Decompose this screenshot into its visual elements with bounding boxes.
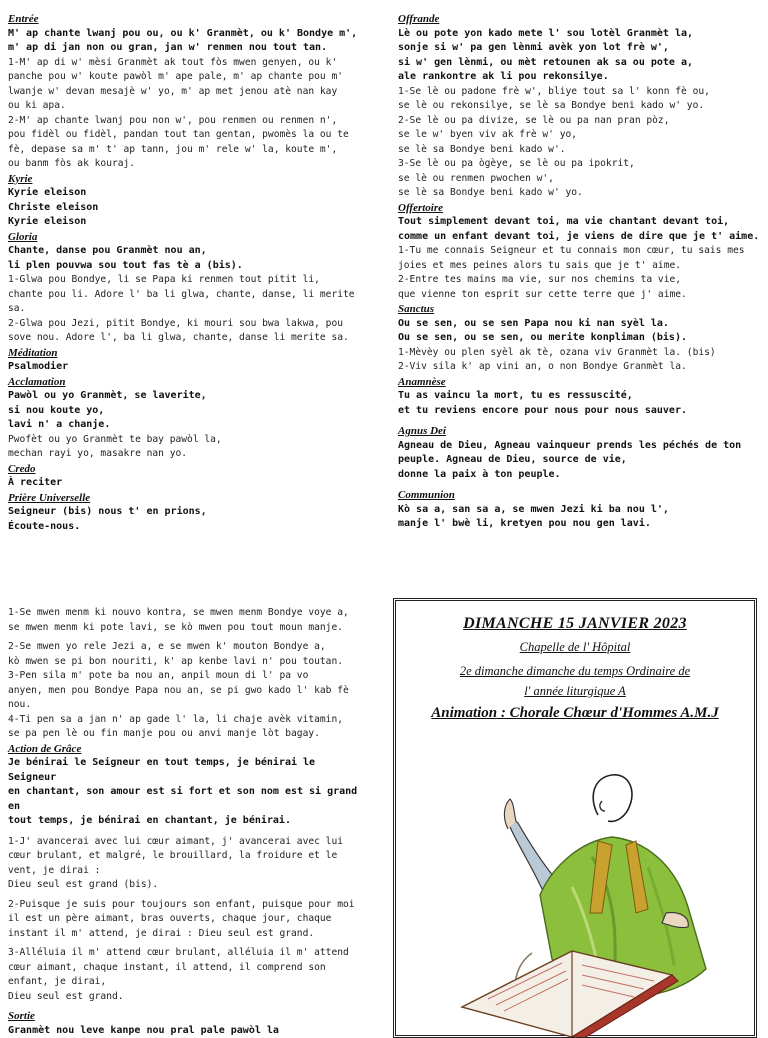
offrande-refrain-line: si w' gen lènmi, ou mèt retounen ak sa ou pote a,: [398, 56, 760, 71]
grace-verse-line: il est un père aimant, bras ouverts, chaque jour, chaque: [8, 912, 368, 927]
grace-verse-line: 1-J' avancerai avec lui cœur aimant, j' avancerai avec lui: [8, 835, 368, 850]
communion-verse-line: se pa pen lè ou fin manje pou ou anvi manje lòt bagay.: [8, 727, 368, 742]
section-title-anamnese: Anamnèse: [398, 375, 760, 390]
offertoire-refrain-line: comme un enfant devant toi, je viens de dire que je t' aime.: [398, 230, 760, 245]
section-title-gloria: Gloria: [8, 230, 368, 245]
gloria-verse-line: sa.: [8, 302, 368, 317]
acclamation-verse-line: mechan rayi yo, masakre nan yo.: [8, 447, 368, 462]
section-title-acclamation: Acclamation: [8, 375, 368, 390]
offrande-refrain-line: ale rankontre ak li pou rekonsilye.: [398, 70, 760, 85]
offrande-verse-line: se lè ou renmen pwochen w',: [398, 172, 760, 187]
priere-line: Écoute-nous.: [8, 520, 368, 535]
offrande-refrain-line: Lè ou pote yon kado mete l' sou lotèl Granmèt la,: [398, 27, 760, 42]
cover-date: DIMANCHE 15 JANVIER 2023: [406, 615, 744, 633]
section-title-action-de-grace: Action de Grâce: [8, 742, 368, 757]
grace-verse-line: 3-Alléluia il m' attend cœur brulant, alléluia il m' attend: [8, 946, 368, 961]
kyrie-line: Kyrie eleison: [8, 186, 368, 201]
acclamation-verse-line: Pwofèt ou yo Granmèt te bay pawòl la,: [8, 433, 368, 448]
grace-verse-line: Dieu seul est grand.: [8, 990, 368, 1005]
offrande-verse-line: 1-Se lè ou padone frè w', bliye tout sa l' konn fè ou,: [398, 85, 760, 100]
grace-verse-line: vent, je dirai :: [8, 864, 368, 879]
offertoire-refrain-line: Tout simplement devant toi, ma vie chantant devant toi,: [398, 215, 760, 230]
grace-verse-3: [8, 946, 368, 1004]
meditation-text: Psalmodier: [8, 360, 368, 375]
communion-verses-2-4: [8, 640, 368, 742]
offertoire-verse-line: joies et mes peines alors tu sais que je t' aime.: [398, 259, 760, 274]
offrande-verse-line: se lè sa Bondye beni kado w'.: [398, 143, 760, 158]
gloria-verse-line: sove nou. Adore l', ba li glwa, chante, danse li merite sa.: [8, 331, 368, 346]
anamnese-line: et tu reviens encore pour nous pour nous sauver.: [398, 404, 760, 419]
entree-verse-line: fè, depase sa m' t' ap tann, jou m' rele w' la, koute m',: [8, 143, 368, 158]
entree-verse-line: ou banm fòs ak kouraj.: [8, 157, 368, 172]
offertoire-verse-line: que vienne ton esprit sur cette terre que j' aime.: [398, 288, 760, 303]
cover-box: [393, 598, 757, 1038]
priest-head-outline: [593, 775, 632, 822]
priere-line: Seigneur (bis) nous t' en prions,: [8, 505, 368, 520]
priest-altar-illustration: [422, 737, 732, 1037]
gloria-verse-line: 1-Glwa pou Bondye, li se Papa ki renmen tout pitit li,: [8, 273, 368, 288]
section-title-communion: Communion: [398, 488, 760, 503]
grace-refrain-line: tout temps, je bénirai en chantant, je bénirai.: [8, 814, 368, 829]
offertoire-verse-line: 2-Entre tes mains ma vie, sur nos chemins ta vie,: [398, 273, 760, 288]
offrande-verse-line: se le w' byen viv ak frè w' yo,: [398, 128, 760, 143]
acclamation-refrain-line: Pawòl ou yo Granmèt, se laverite,: [8, 389, 368, 404]
kyrie-line: Kyrie eleison: [8, 215, 368, 230]
communion-verse-line: se mwen menm ki pote lavi, se kò mwen pou tout moun manje.: [8, 621, 368, 636]
sanctus-refrain-line: Ou se sen, ou se sen Papa nou ki nan syèl la.: [398, 317, 760, 332]
grace-refrain-line: Je bénirai le Seigneur en tout temps, je bénirai le Seigneur: [8, 756, 368, 785]
communion-verse-line: 3-Pen sila m' pote ba nou an, anpil moun di l' pa vo: [8, 669, 368, 684]
grace-verse-line: cœur brulant, et malgré, le brouillard, la froidure et le: [8, 849, 368, 864]
offrande-verse-line: se lè ou rekonsilye, se lè sa Bondye beni kado w' yo.: [398, 99, 760, 114]
section-title-meditation: Méditation: [8, 346, 368, 361]
section-title-offrande: Offrande: [398, 12, 760, 27]
entree-verse-line: 2-M' ap chante lwanj pou non w', pou renmen ou renmen n',: [8, 114, 368, 129]
sortie-line: Granmèt nou leve kanpe nou pral pale pawòl la: [8, 1024, 368, 1038]
left-top-column: [8, 12, 368, 534]
entree-verse-line: panche pou w' koute pawòl m' ape pale, m' ap chante pou m': [8, 70, 368, 85]
cover-place: Chapelle de l' Hôpital: [406, 637, 744, 657]
agnus-line: donne la paix à ton peuple.: [398, 468, 760, 483]
grace-verse-line: instant il m' attend, je dirai : Dieu seul est grand.: [8, 927, 368, 942]
sanctus-refrain-line: Ou se sen, ou se sen, ou merite konpliman (bis).: [398, 331, 760, 346]
section-title-agnus-dei: Agnus Dei: [398, 424, 760, 439]
grace-verse-line: Dieu seul est grand (bis).: [8, 878, 368, 893]
grace-verse-line: 2-Puisque je suis pour toujours son enfant, puisque pour moi: [8, 898, 368, 913]
section-title-kyrie: Kyrie: [8, 172, 368, 187]
offrande-refrain-line: sonje si w' pa gen lènmi avèk yon lot frè w',: [398, 41, 760, 56]
cover-sunday-line-1: 2e dimanche dimanche du temps Ordinaire de: [406, 661, 744, 681]
acclamation-refrain-line: si nou koute yo,: [8, 404, 368, 419]
cover-animation: Animation : Chorale Chœur d'Hommes A.M.J: [406, 705, 744, 722]
offrande-verse-line: 3-Se lè ou pa ògèye, se lè ou pa ipokrit,: [398, 157, 760, 172]
left-bottom-column: [8, 606, 368, 1038]
agnus-line: peuple. Agneau de Dieu, source de vie,: [398, 453, 760, 468]
gloria-verse-line: chante pou li. Adore l' ba li glwa, chante, danse, li merite: [8, 288, 368, 303]
section-title-credo: Credo: [8, 462, 368, 477]
sanctus-verse-line: 1-Mèvèy ou plen syèl ak tè, ozana viv Granmèt la. (bis): [398, 346, 760, 361]
kyrie-line: Christe eleison: [8, 201, 368, 216]
entree-refrain-line: M' ap chante lwanj pou ou, ou k' Granmèt, ou k' Bondye m',: [8, 27, 368, 42]
section-title-sortie: Sortie: [8, 1009, 368, 1024]
communion-verse-line: anyen, men pou Bondye Papa nou an, se pi gwo kado l' kab fè: [8, 684, 368, 699]
communion-line: Kò sa a, san sa a, se mwen Jezi ki ba nou l',: [398, 503, 760, 518]
grace-verse-line: cœur aimant, chaque instant, il attend, il comprend son: [8, 961, 368, 976]
sanctus-verse-line: 2-Viv sila k' ap vini an, o non Bondye Granmèt la.: [398, 360, 760, 375]
agnus-line: Agneau de Dieu, Agneau vainqueur prends les péchés de ton: [398, 439, 760, 454]
section-title-offertoire: Offertoire: [398, 201, 760, 216]
offertoire-verse-line: 1-Tu me connais Seigneur et tu connais mon cœur, tu sais mes: [398, 244, 760, 259]
entree-verse-line: lwanje w' devan mesajè w' yo, m' ap met jenou atè nan kay: [8, 85, 368, 100]
entree-refrain-line: m' ap di jan non ou gran, jan w' renmen nou tout tan.: [8, 41, 368, 56]
acclamation-refrain-line: lavi n' a chanje.: [8, 418, 368, 433]
communion-verse-line: 2-Se mwen yo rele Jezi a, e se mwen k' mouton Bondye a,: [8, 640, 368, 655]
right-top-column: [398, 12, 760, 532]
gloria-refrain-line: Chante, danse pou Granmèt nou an,: [8, 244, 368, 259]
section-title-priere-universelle: Prière Universelle: [8, 491, 368, 506]
communion-verse-1: [8, 606, 368, 635]
section-title-entree: Entrée: [8, 12, 368, 27]
offrande-verse-line: se lè sa Bondye beni kado w' yo.: [398, 186, 760, 201]
priest-ear: [600, 801, 605, 811]
entree-verse-line: pou fidèl ou fidèl, pandan tout tan gentan, pwomès la ou te: [8, 128, 368, 143]
communion-line: manje l' bwè li, kretyen pou nou gen lavi.: [398, 517, 760, 532]
grace-verse-1: [8, 835, 368, 893]
communion-verse-line: 4-Ti pen sa a jan n' ap gade l' la, li chaje avèk vitamin,: [8, 713, 368, 728]
gloria-refrain-line: li plen pouvwa sou tout fas tè a (bis).: [8, 259, 368, 274]
gloria-verse-line: 2-Glwa pou Jezi, pitit Bondye, ki mouri sou bwa lakwa, pou: [8, 317, 368, 332]
credo-text: À reciter: [8, 476, 368, 491]
grace-verse-line: enfant, je dirai,: [8, 975, 368, 990]
entree-verse-line: ou ki apa.: [8, 99, 368, 114]
communion-verse-line: 1-Se mwen menm ki nouvo kontra, se mwen menm Bondye voye a,: [8, 606, 368, 621]
anamnese-line: Tu as vaincu la mort, tu es ressuscité,: [398, 389, 760, 404]
entree-verse-line: 1-M' ap di w' mèsi Granmèt ak tout fòs mwen genyen, ou k': [8, 56, 368, 71]
grace-refrain-line: en chantant, son amour est si fort et son nom est si grand en: [8, 785, 368, 814]
cover-sunday-line-2: l' année liturgique A: [406, 681, 744, 701]
grace-verse-2: [8, 898, 368, 942]
priest-raised-arm: [510, 821, 554, 889]
communion-verse-line: nou.: [8, 698, 368, 713]
section-title-sanctus: Sanctus: [398, 302, 760, 317]
offrande-verse-line: 2-Se lè ou pa divize, se lè ou pa nan pran pòz,: [398, 114, 760, 129]
communion-verse-line: kò mwen se pi bon nouriti, k' ap kenbe lavi n' pou toutan.: [8, 655, 368, 670]
